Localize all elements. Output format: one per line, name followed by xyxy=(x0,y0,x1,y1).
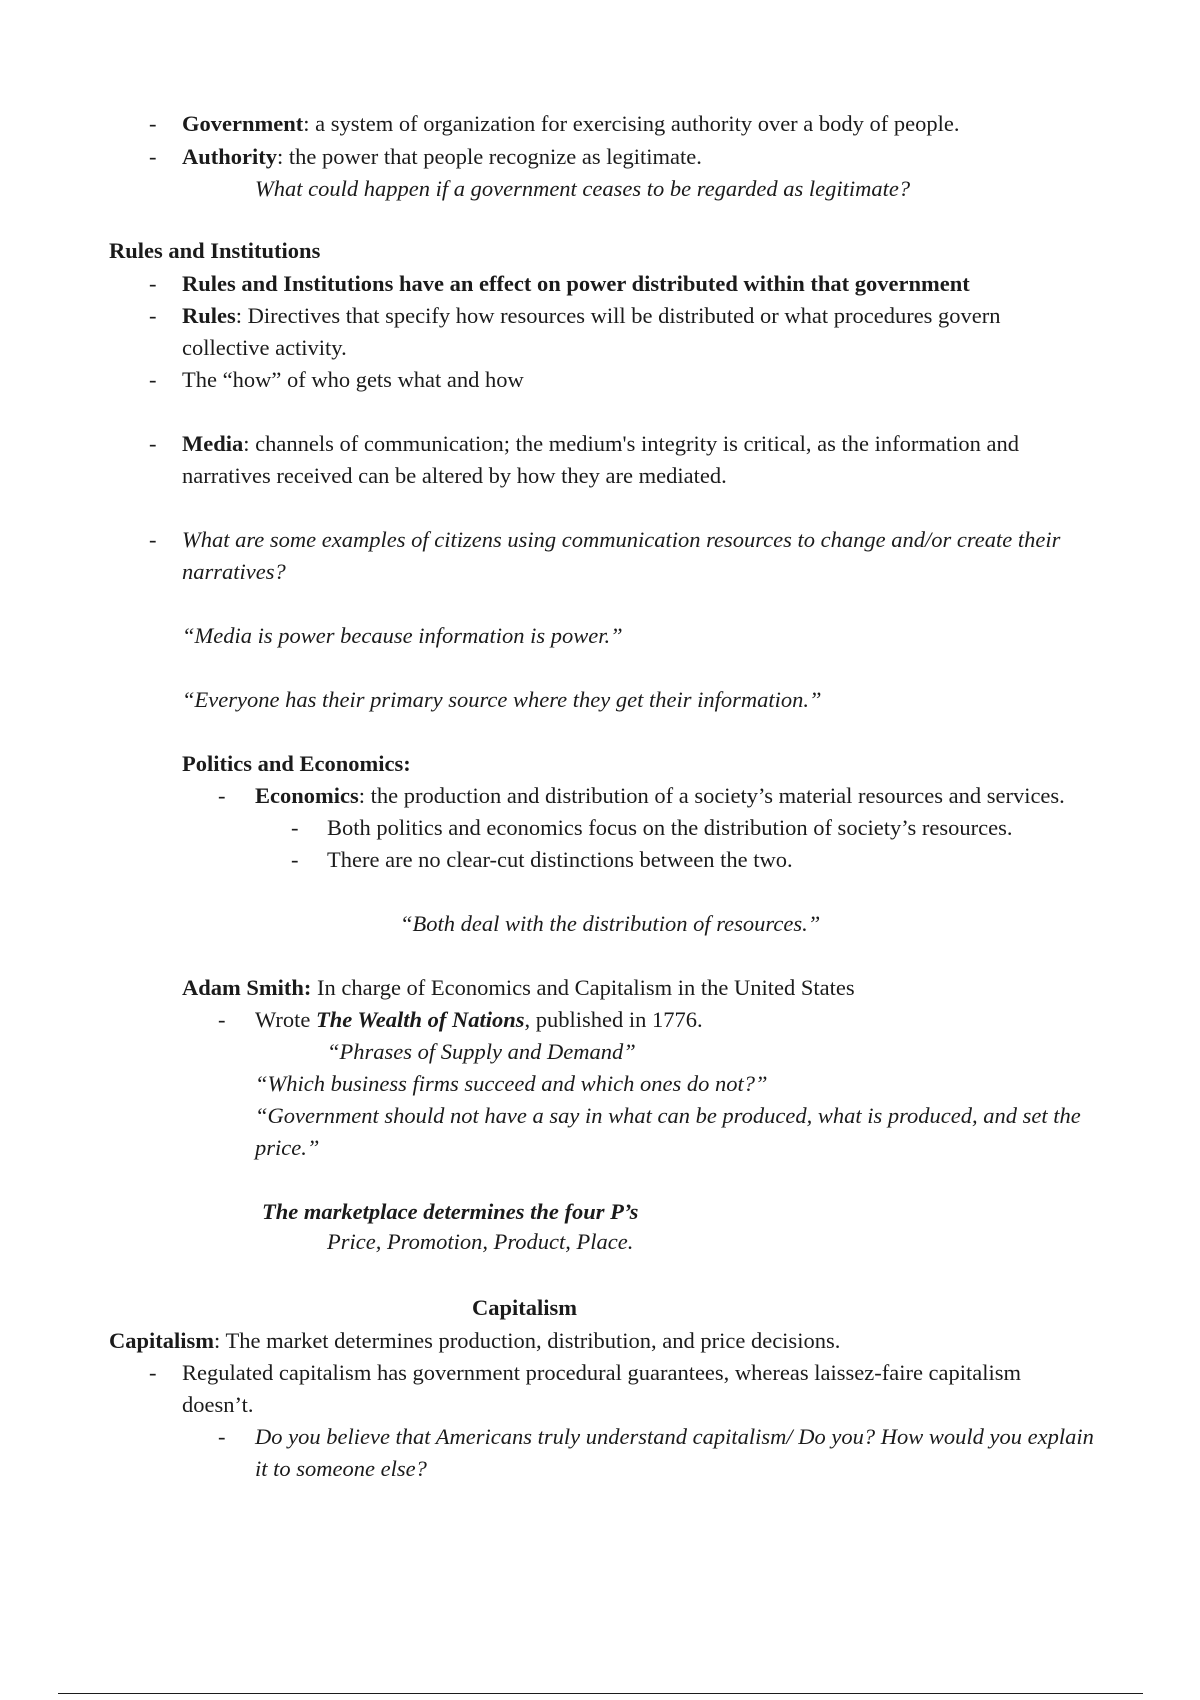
capitalism-question-line2: it to someone else? xyxy=(255,1456,427,1481)
adam-smith-definition xyxy=(182,972,855,1004)
government-def: : a system of organization for exercising authority over a body of people. xyxy=(303,111,960,136)
capitalism-heading: Capitalism xyxy=(472,1295,578,1320)
government-quote-line1: “Government should not have a say in what can be produced, what is produced, and set the xyxy=(255,1103,1081,1128)
bullet-dash: - xyxy=(149,1360,157,1385)
rules-definition xyxy=(182,300,1001,332)
adam-smith-term: Adam Smith: xyxy=(182,975,312,1000)
book-title: The Wealth of Nations xyxy=(315,1007,525,1032)
authority-def: : the power that people recognize as legitimate. xyxy=(277,144,702,169)
wrote-prefix: Wrote xyxy=(255,1007,316,1032)
capitalism-term: Capitalism xyxy=(109,1328,215,1353)
rules-def-line1: : Directives that specify how resources will be distributed or what procedures govern xyxy=(235,303,1001,328)
rules-term: Rules xyxy=(182,303,236,328)
four-ps-heading: The marketplace determines the four P’s xyxy=(262,1199,639,1224)
economics-sub2: There are no clear-cut distinctions between the two. xyxy=(327,847,793,872)
rules-institutions-bullet: Rules and Institutions have an effect on power distributed within that government xyxy=(182,271,970,296)
source-quote: “Everyone has their primary source where they get their information.” xyxy=(182,687,822,712)
authority-term: Authority xyxy=(182,144,277,169)
media-quote: “Media is power because information is power.” xyxy=(182,623,623,648)
bullet-dash: - xyxy=(149,144,157,169)
bullet-dash: - xyxy=(218,1007,226,1032)
regulated-capitalism-line1: Regulated capitalism has government procedural guarantees, whereas laissez-faire capitalism xyxy=(182,1360,1022,1385)
bullet-dash: - xyxy=(218,783,226,808)
media-question-line1: What are some examples of citizens using communication resources to change and/or create their xyxy=(182,527,1061,552)
bullet-dash: - xyxy=(149,527,157,552)
bullet-dash: - xyxy=(149,431,157,456)
adam-smith-def: In charge of Economics and Capitalism in the United States xyxy=(311,975,855,1000)
four-ps-list: Price, Promotion, Product, Place. xyxy=(327,1229,634,1254)
economics-sub1: Both politics and economics focus on the distribution of society’s resources. xyxy=(327,815,1013,840)
authority-definition xyxy=(182,141,702,173)
capitalism-def: : The market determines production, distribution, and price decisions. xyxy=(214,1328,841,1353)
media-def-line1: : channels of communication; the medium's integrity is critical, as the information and xyxy=(243,431,1019,456)
wealth-of-nations-bullet xyxy=(255,1004,703,1036)
how-bullet: The “how” of who gets what and how xyxy=(182,367,524,392)
rules-heading: Rules and Institutions xyxy=(109,238,321,263)
regulated-capitalism-line2: doesn’t. xyxy=(182,1392,254,1417)
wrote-suffix: , published in 1776. xyxy=(524,1007,703,1032)
capitalism-question-line1: Do you believe that Americans truly understand capitalism/ Do you? How would you explain xyxy=(255,1424,1094,1449)
capitalism-definition xyxy=(109,1325,840,1357)
bullet-dash: - xyxy=(149,303,157,328)
government-quote-line2: price.” xyxy=(255,1135,320,1160)
economics-def: : the production and distribution of a society’s material resources and services. xyxy=(358,783,1065,808)
bullet-dash: - xyxy=(291,815,299,840)
government-term: Government xyxy=(182,111,304,136)
media-def-line2: narratives received can be altered by how they are mediated. xyxy=(182,463,727,488)
bullet-dash: - xyxy=(149,271,157,296)
resources-quote: “Both deal with the distribution of resources.” xyxy=(400,911,821,936)
media-question-line2: narratives? xyxy=(182,559,286,584)
politics-heading: Politics and Economics: xyxy=(182,751,411,776)
government-definition xyxy=(182,108,960,140)
media-term: Media xyxy=(182,431,244,456)
bullet-dash: - xyxy=(149,367,157,392)
economics-definition xyxy=(255,780,1065,812)
legitimacy-question: What could happen if a government ceases to be regarded as legitimate? xyxy=(255,176,911,201)
rules-def-line2: collective activity. xyxy=(182,335,347,360)
economics-term: Economics xyxy=(255,783,359,808)
bullet-dash: - xyxy=(291,847,299,872)
bottom-divider xyxy=(58,1693,1143,1694)
media-definition xyxy=(182,428,1019,460)
bullet-dash: - xyxy=(149,111,157,136)
business-firms-quote: “Which business firms succeed and which ones do not?” xyxy=(255,1071,768,1096)
supply-demand-quote: “Phrases of Supply and Demand” xyxy=(327,1039,636,1064)
bullet-dash: - xyxy=(218,1424,226,1449)
